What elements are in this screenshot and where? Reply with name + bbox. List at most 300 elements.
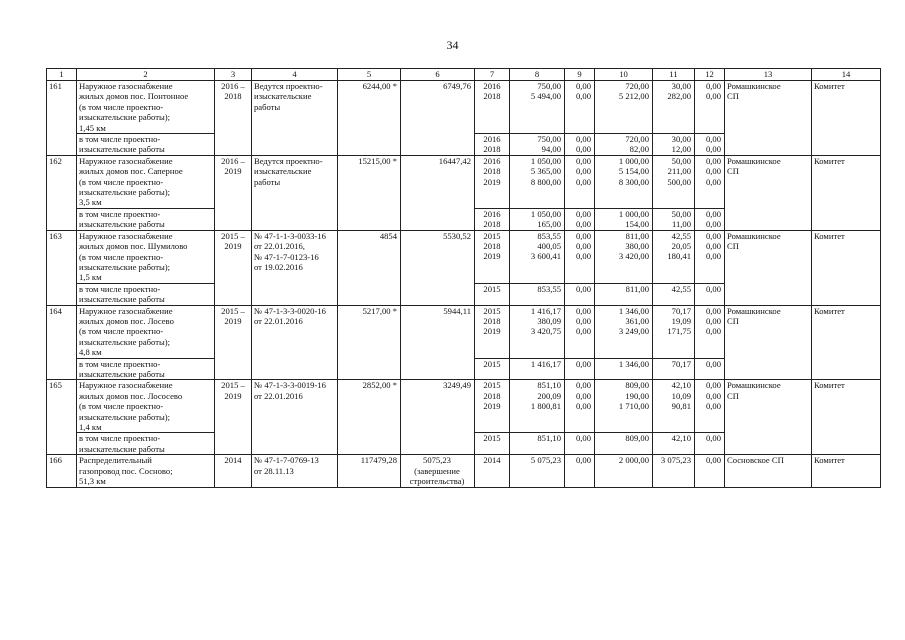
cell-line: изыскательские работы); xyxy=(79,411,170,422)
federal-budget xyxy=(565,81,595,134)
cell-value: 0,00 xyxy=(705,251,721,262)
cell-value: 2019 xyxy=(483,251,501,262)
amount-total xyxy=(510,208,565,230)
cell-value: 0,00 xyxy=(575,305,591,316)
cell-value: 1 346,00 xyxy=(618,358,649,369)
cell-value: 0,00 xyxy=(575,315,591,326)
cell-value: 2015 xyxy=(483,283,501,294)
cell-line: жилых домов пос. Шумилово xyxy=(79,241,188,252)
local-budget xyxy=(653,208,695,230)
cell-line: СП xyxy=(727,91,739,102)
cell-line: 2016 – xyxy=(221,155,245,166)
cell-line: 4,8 км xyxy=(79,347,102,358)
cell-value: 2016 xyxy=(483,134,501,145)
cell-line: жилых домов пос. Саперное xyxy=(79,166,183,177)
other-sources xyxy=(695,305,725,358)
estimated-cost: 4854 xyxy=(338,230,401,305)
row-number: 161 xyxy=(47,81,77,156)
cell-line: 2018 xyxy=(224,91,242,102)
responsible-body: Комитет xyxy=(812,380,881,455)
cell-line: жилых домов пос. Лососево xyxy=(79,390,183,401)
column-header: 9 xyxy=(565,69,595,81)
cell-value: 0,00 xyxy=(575,326,591,337)
cell-value: 0,00 xyxy=(705,208,721,219)
page-number: 34 xyxy=(446,38,459,52)
amount-total xyxy=(510,134,565,156)
cell-line: 2019 xyxy=(224,315,242,326)
regional-budget xyxy=(595,305,653,358)
regional-budget xyxy=(595,433,653,455)
cell-line: в том числе проектно- xyxy=(79,283,161,294)
table-row xyxy=(47,155,881,208)
local-budget xyxy=(653,433,695,455)
cell-line: жилых домов пос. Лосево xyxy=(79,315,174,326)
object-name xyxy=(77,230,215,283)
cell-line: СП xyxy=(727,390,739,401)
cell-line: изыскательские работы); xyxy=(79,187,170,198)
cell-value: 0,00 xyxy=(575,433,591,444)
cell-value: 94,00 xyxy=(541,144,561,155)
object-name xyxy=(77,455,215,488)
cell-line: Наружное газоснабжение xyxy=(79,230,173,241)
cell-line: Наружное газоснабжение xyxy=(79,305,173,316)
cell-value: 2014 xyxy=(483,455,501,466)
cell-line: (завершение xyxy=(414,465,460,476)
cell-line: изыскательские работы); xyxy=(79,112,170,123)
regional-budget xyxy=(595,208,653,230)
cell-line: 5075,23 xyxy=(423,455,451,466)
cell-line: № 47-1-3-3-0019-16 xyxy=(254,380,326,391)
cell-value: 0,00 xyxy=(575,230,591,241)
cell-value: 0,00 xyxy=(575,144,591,155)
table-row xyxy=(47,305,881,358)
cell-value: 1 710,00 xyxy=(618,401,649,412)
local-budget xyxy=(653,305,695,358)
cell-value: 400,05 xyxy=(537,241,561,252)
cell-line: в том числе проектно- xyxy=(79,134,161,145)
cell-value: 2015 xyxy=(483,358,501,369)
cell-line: изыскательские работы); xyxy=(79,336,170,347)
cell-value: 2016 xyxy=(483,208,501,219)
cell-line: от 22.01.2016 xyxy=(254,390,303,401)
cell-value: 0,00 xyxy=(575,455,591,466)
federal-budget xyxy=(565,380,595,433)
total-cost xyxy=(401,155,475,230)
estimated-cost: 15215,00 * xyxy=(338,155,401,230)
period xyxy=(215,380,252,455)
settlement xyxy=(725,305,812,380)
cell-line: изыскательские работы xyxy=(79,294,165,305)
cell-line: 2019 xyxy=(224,241,242,252)
cell-value: 11,00 xyxy=(671,219,691,230)
document-info xyxy=(252,230,338,305)
cell-value: 0,00 xyxy=(575,251,591,262)
cell-line: 3,5 км xyxy=(79,197,102,208)
cell-value: 2019 xyxy=(483,176,501,187)
year xyxy=(475,155,510,208)
federal-budget xyxy=(565,283,595,305)
other-sources xyxy=(695,455,725,488)
cell-value: 154,00 xyxy=(625,219,649,230)
other-sources xyxy=(695,358,725,380)
cell-line: в том числе проектно- xyxy=(79,358,161,369)
column-header: 5 xyxy=(338,69,401,81)
cell-value: 1 050,00 xyxy=(530,155,561,166)
cell-value: 19,09 xyxy=(671,315,691,326)
cell-value: 0,00 xyxy=(705,326,721,337)
cell-value: 811,00 xyxy=(625,230,649,241)
cell-value: 42,55 xyxy=(671,283,691,294)
cell-value: 1 416,17 xyxy=(530,358,561,369)
federal-budget xyxy=(565,433,595,455)
column-header: 14 xyxy=(812,69,881,81)
document-info xyxy=(252,305,338,380)
cell-value: 50,00 xyxy=(671,155,691,166)
total-cost xyxy=(401,81,475,156)
cell-line: (в том числе проектно- xyxy=(79,401,164,412)
cell-line: строительства) xyxy=(409,476,465,487)
settlement xyxy=(725,81,812,156)
regional-budget xyxy=(595,358,653,380)
estimated-cost: 5217,00 * xyxy=(338,305,401,380)
local-budget xyxy=(653,455,695,488)
cell-value: 0,00 xyxy=(705,81,721,91)
cell-value: 2018 xyxy=(483,166,501,177)
federal-budget xyxy=(565,358,595,380)
cell-value: 165,00 xyxy=(537,219,561,230)
other-sources xyxy=(695,283,725,305)
total-cost xyxy=(401,455,475,488)
cell-value: 171,75 xyxy=(667,326,691,337)
cell-value: 0,00 xyxy=(705,166,721,177)
cell-value: 3 420,75 xyxy=(530,326,561,337)
cell-value: 851,10 xyxy=(537,380,561,391)
table-row xyxy=(47,380,881,433)
cell-value: 2016 xyxy=(483,155,501,166)
cell-value: 2 000,00 xyxy=(618,455,649,466)
row-number: 163 xyxy=(47,230,77,305)
settlement xyxy=(725,230,812,305)
cell-value: 0,00 xyxy=(705,219,721,230)
federal-budget xyxy=(565,134,595,156)
cell-value: 0,00 xyxy=(575,176,591,187)
document-info xyxy=(252,81,338,156)
local-budget xyxy=(653,134,695,156)
year xyxy=(475,81,510,134)
cell-value: 0,00 xyxy=(575,241,591,252)
cell-value: 0,00 xyxy=(705,155,721,166)
year xyxy=(475,455,510,488)
cell-value: 750,00 xyxy=(537,134,561,145)
column-header: 12 xyxy=(695,69,725,81)
row-number: 166 xyxy=(47,455,77,488)
column-header: 11 xyxy=(653,69,695,81)
subrow-label xyxy=(77,358,215,380)
federal-budget xyxy=(565,230,595,283)
cell-value: 380,09 xyxy=(537,315,561,326)
row-number: 164 xyxy=(47,305,77,380)
cell-value: 2019 xyxy=(483,326,501,337)
cell-line: 2016 – xyxy=(221,81,245,91)
cell-line: газопровод пос. Сосново; xyxy=(79,465,173,476)
cell-value: 1 000,00 xyxy=(618,208,649,219)
cell-value: 0,00 xyxy=(705,358,721,369)
cell-line: № 47-1-7-0123-16 xyxy=(254,251,319,262)
cell-value: 0,00 xyxy=(575,380,591,391)
cell-value: 0,00 xyxy=(575,91,591,102)
other-sources xyxy=(695,155,725,208)
column-header: 3 xyxy=(215,69,252,81)
cell-value: 3 600,41 xyxy=(530,251,561,262)
cell-line: работы xyxy=(254,176,281,187)
cell-value: 811,00 xyxy=(625,283,649,294)
cell-line: жилых домов пос. Понтонное xyxy=(79,91,189,102)
other-sources xyxy=(695,81,725,134)
cell-line: (в том числе проектно- xyxy=(79,176,164,187)
cell-line: Сосновское СП xyxy=(727,455,784,466)
local-budget xyxy=(653,155,695,208)
local-budget xyxy=(653,81,695,134)
cell-value: 50,00 xyxy=(671,208,691,219)
table-row xyxy=(47,455,881,488)
cell-value: 2016 xyxy=(483,81,501,91)
cell-value: 3 249,00 xyxy=(618,326,649,337)
cell-value: 5 154,00 xyxy=(618,166,649,177)
cell-value: 20,05 xyxy=(671,241,691,252)
cell-line: от 22.01.2016 xyxy=(254,315,303,326)
object-name xyxy=(77,81,215,134)
settlement xyxy=(725,380,812,455)
cell-value: 0,00 xyxy=(575,358,591,369)
cell-line: 2015 – xyxy=(221,230,245,241)
cell-line: Ромашкинское xyxy=(727,230,781,241)
cell-value: 0,00 xyxy=(575,390,591,401)
year xyxy=(475,230,510,283)
cell-value: 0,00 xyxy=(705,315,721,326)
local-budget xyxy=(653,358,695,380)
table-row xyxy=(47,81,881,134)
local-budget xyxy=(653,230,695,283)
cell-value: 809,00 xyxy=(625,380,649,391)
cell-value: 0,00 xyxy=(705,380,721,391)
cell-value: 1 800,81 xyxy=(530,401,561,412)
cell-line: 5530,52 xyxy=(443,230,471,241)
cell-value: 0,00 xyxy=(705,455,721,466)
settlement xyxy=(725,155,812,230)
cell-value: 2018 xyxy=(483,315,501,326)
cell-value: 0,00 xyxy=(705,401,721,412)
cell-value: 361,00 xyxy=(625,315,649,326)
cell-value: 2015 xyxy=(483,380,501,391)
cell-value: 3 420,00 xyxy=(618,251,649,262)
amount-total xyxy=(510,433,565,455)
responsible-body: Комитет xyxy=(812,230,881,305)
cell-line: изыскательские xyxy=(254,91,312,102)
other-sources xyxy=(695,230,725,283)
document-info xyxy=(252,455,338,488)
cell-value: 8 800,00 xyxy=(530,176,561,187)
cell-line: от 28.11.13 xyxy=(254,465,294,476)
cell-line: Ромашкинское xyxy=(727,305,781,316)
cell-line: 1,45 км xyxy=(79,122,106,133)
cell-value: 82,00 xyxy=(629,144,649,155)
cell-line: изыскательские работы xyxy=(79,144,165,155)
cell-value: 42,10 xyxy=(671,433,691,444)
federal-budget xyxy=(565,155,595,208)
cell-line: 5944,11 xyxy=(443,305,471,316)
cell-line: в том числе проектно- xyxy=(79,208,161,219)
period xyxy=(215,230,252,305)
federal-budget xyxy=(565,455,595,488)
period xyxy=(215,455,252,488)
cell-line: Наружное газоснабжение xyxy=(79,155,173,166)
cell-value: 380,00 xyxy=(625,241,649,252)
cell-line: № 47-1-1-3-0033-16 xyxy=(254,230,326,241)
period xyxy=(215,305,252,380)
federal-budget xyxy=(565,305,595,358)
period xyxy=(215,81,252,156)
cell-line: изыскательские работы xyxy=(79,219,165,230)
total-cost xyxy=(401,380,475,455)
cell-value: 0,00 xyxy=(705,176,721,187)
estimated-cost: 2852,00 * xyxy=(338,380,401,455)
amount-total xyxy=(510,283,565,305)
cell-value: 2015 xyxy=(483,305,501,316)
cell-line: 2015 – xyxy=(221,305,245,316)
cell-value: 750,00 xyxy=(537,81,561,91)
regional-budget xyxy=(595,455,653,488)
year xyxy=(475,208,510,230)
cell-line: 1,5 км xyxy=(79,272,102,283)
cell-line: Ведутся проектно- xyxy=(254,155,323,166)
cell-line: № 47-1-7-0769-13 xyxy=(254,455,319,466)
amount-total xyxy=(510,305,565,358)
cell-value: 0,00 xyxy=(705,241,721,252)
cell-value: 190,00 xyxy=(625,390,649,401)
total-cost xyxy=(401,305,475,380)
cell-line: изыскательские работы xyxy=(79,443,165,454)
year xyxy=(475,134,510,156)
cell-value: 1 416,17 xyxy=(530,305,561,316)
cell-line: Распределительный xyxy=(79,455,152,466)
cell-value: 8 300,00 xyxy=(618,176,649,187)
cell-value: 0,00 xyxy=(705,134,721,145)
settlement xyxy=(725,455,812,488)
amount-total xyxy=(510,230,565,283)
cell-value: 0,00 xyxy=(575,155,591,166)
cell-value: 0,00 xyxy=(705,433,721,444)
total-cost xyxy=(401,230,475,305)
cell-line: (в том числе проектно- xyxy=(79,251,164,262)
cell-value: 5 365,00 xyxy=(530,166,561,177)
amount-total xyxy=(510,155,565,208)
regional-budget xyxy=(595,230,653,283)
cell-value: 70,17 xyxy=(671,358,691,369)
period xyxy=(215,155,252,230)
cell-value: 42,55 xyxy=(671,230,691,241)
local-budget xyxy=(653,283,695,305)
row-number: 165 xyxy=(47,380,77,455)
cell-value: 0,00 xyxy=(705,91,721,102)
cell-value: 0,00 xyxy=(575,219,591,230)
cell-value: 200,09 xyxy=(537,390,561,401)
cell-line: Ромашкинское xyxy=(727,81,781,91)
cell-value: 0,00 xyxy=(705,390,721,401)
other-sources xyxy=(695,380,725,433)
column-header: 2 xyxy=(77,69,215,81)
regional-budget xyxy=(595,155,653,208)
estimated-cost: 117479,28 xyxy=(338,455,401,488)
column-header-row xyxy=(47,69,881,81)
cell-value: 5 494,00 xyxy=(530,91,561,102)
amount-total xyxy=(510,380,565,433)
amount-total xyxy=(510,81,565,134)
local-budget xyxy=(653,380,695,433)
cell-value: 180,41 xyxy=(667,251,691,262)
column-header: 7 xyxy=(475,69,510,81)
cell-value: 0,00 xyxy=(575,166,591,177)
column-header: 10 xyxy=(595,69,653,81)
cell-value: 0,00 xyxy=(705,305,721,316)
amount-total xyxy=(510,358,565,380)
year xyxy=(475,283,510,305)
cell-value: 0,00 xyxy=(705,144,721,155)
cell-value: 0,00 xyxy=(575,283,591,294)
cell-line: 16447,42 xyxy=(438,155,471,166)
document-info xyxy=(252,380,338,455)
cell-line: Наружное газоснабжение xyxy=(79,380,173,391)
cell-line: изыскательские работы xyxy=(79,368,165,379)
regional-budget xyxy=(595,81,653,134)
cell-value: 1 000,00 xyxy=(618,155,649,166)
responsible-body: Комитет xyxy=(812,81,881,156)
cell-value: 10,09 xyxy=(671,390,691,401)
year xyxy=(475,358,510,380)
year xyxy=(475,305,510,358)
responsible-body: Комитет xyxy=(812,155,881,230)
document-info xyxy=(252,155,338,230)
cell-value: 0,00 xyxy=(575,401,591,412)
regional-budget xyxy=(595,134,653,156)
cell-value: 5 212,00 xyxy=(618,91,649,102)
table-row xyxy=(47,230,881,283)
subrow-label xyxy=(77,433,215,455)
investment-table xyxy=(46,68,881,488)
cell-value: 282,00 xyxy=(667,91,691,102)
federal-budget xyxy=(565,208,595,230)
cell-value: 2018 xyxy=(483,219,501,230)
cell-line: СП xyxy=(727,166,739,177)
cell-line: 6749,76 xyxy=(443,81,471,91)
cell-line: изыскательские работы); xyxy=(79,261,170,272)
column-header: 4 xyxy=(252,69,338,81)
cell-line: изыскательские xyxy=(254,166,312,177)
other-sources xyxy=(695,134,725,156)
cell-value: 851,10 xyxy=(537,433,561,444)
cell-value: 211,00 xyxy=(667,166,691,177)
cell-line: СП xyxy=(727,241,739,252)
cell-value: 42,10 xyxy=(671,380,691,391)
estimated-cost: 6244,00 * xyxy=(338,81,401,156)
cell-value: 2019 xyxy=(483,401,501,412)
other-sources xyxy=(695,208,725,230)
cell-value: 1 050,00 xyxy=(530,208,561,219)
cell-line: СП xyxy=(727,315,739,326)
subrow-label xyxy=(77,283,215,305)
cell-value: 3 075,23 xyxy=(660,455,691,466)
cell-value: 0,00 xyxy=(575,81,591,91)
cell-value: 0,00 xyxy=(575,208,591,219)
